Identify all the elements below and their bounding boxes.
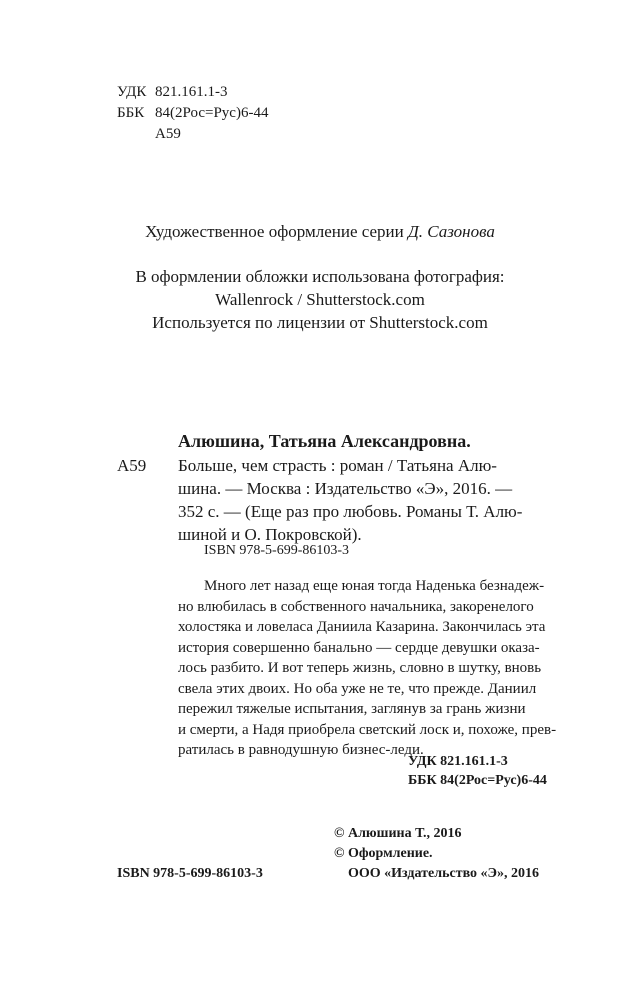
publisher: ООО «Издательство «Э», 2016 (348, 866, 540, 881)
bbk-value: 84(2Рос=Рус)6-44 (155, 105, 269, 121)
bbk-label: ББК (117, 105, 145, 121)
bbk-row (117, 103, 268, 124)
annotation-line: свела этих двоих. Но оба уже не те, что прежде. Даниил (178, 680, 537, 697)
udk-label: УДК (117, 84, 147, 100)
annotation-line: Много лет назад еще юная тогда Наденька безнадеж- (204, 578, 545, 594)
udk-value: 821.161.1-3 (155, 84, 228, 100)
author-mark: А59 (155, 126, 181, 142)
footer-bbk: ББК 84(2Рос=Рус)6-44 (408, 773, 547, 788)
photo-credit-line-3: Используется по лицензии от Shutterstock.com (152, 313, 488, 332)
copyright-design: © Оформление. (334, 846, 433, 861)
photo-credit-line-1: В оформлении обложки использована фотография: (135, 267, 505, 286)
description-line: шина. — Москва : Издательство «Э», 2016. — (178, 479, 513, 498)
copyright-block (334, 824, 539, 884)
udk-row (117, 82, 268, 103)
series-designer: Д. Сазонова (407, 222, 495, 241)
footer-udk: УДК 821.161.1-3 (408, 754, 508, 769)
description-line: шиной и О. Покровской). (178, 525, 362, 544)
annotation-line: лось разбито. И вот теперь жизнь, словно в шутку, вновь (178, 660, 542, 676)
series-design-text: Художественное оформление серии (145, 222, 404, 241)
description-line: 352 с. — (Еще раз про любовь. Романы Т. Алю- (178, 502, 523, 521)
classification-block (117, 82, 268, 145)
series-design-credit (0, 220, 640, 243)
entry-author: Алюшина, Татьяна Александровна. (178, 431, 471, 451)
annotation-line: история совершенно банально — сердце девушки оказа- (178, 639, 540, 656)
annotation-line: пережил тяжелые испытания, заглянув за грань жизни (178, 701, 526, 717)
annotation (178, 576, 568, 761)
annotation-line: холостяка и ловеласа Даниила Казарина. Закончилась эта (178, 619, 546, 635)
photo-credit (0, 265, 640, 334)
entry-code: А59 (117, 456, 147, 475)
annotation-line: ратилась в равнодушную бизнес-леди. (178, 742, 424, 758)
description-line: Больше, чем страсть : роман / Татьяна Алю- (178, 456, 497, 475)
annotation-line: но влюбилась в собственного начальника, закоренелого (178, 598, 534, 615)
copyright-author: © Алюшина Т., 2016 (334, 826, 462, 841)
annotation-line: и смерти, а Надя приобрела светский лоск и, похоже, прев- (178, 721, 557, 738)
photo-credit-line-2: Wallenrock / Shutterstock.com (215, 290, 425, 309)
footer-isbn: ISBN 978-5-699-86103-3 (117, 866, 263, 881)
footer-classification (408, 752, 547, 790)
entry-description (178, 454, 563, 546)
entry-isbn: ISBN 978-5-699-86103-3 (204, 543, 350, 558)
